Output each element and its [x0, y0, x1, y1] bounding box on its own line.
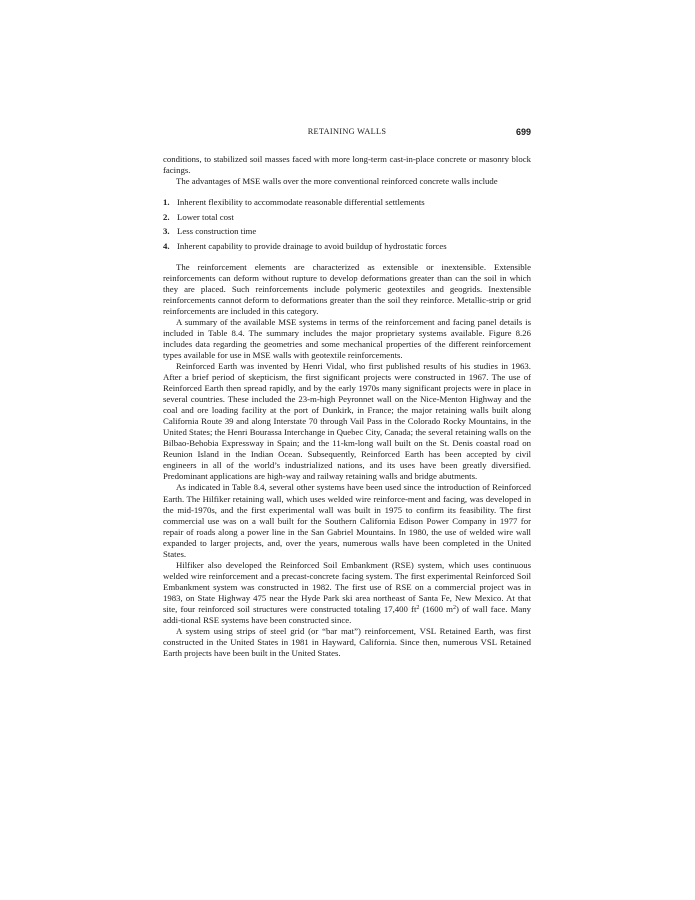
list-item	[163, 210, 531, 225]
list-item	[163, 239, 531, 254]
text-run: Hilfiker also developed the Reinforced Soil Embankment (RSE) system, which uses continuous welded wire reinforcement and a precast-concrete facing system. The first experimental Reinforced Soil Embankment system was constructed in 1982. The first use of RSE on a commercial project was in 1983, on State Highway 475 near the Hyde Park ski area northeast of Santa Fe, New Mexico. At that site, four reinforced soil structures were constructed totaling 17,400 ft	[163, 559, 531, 614]
list-number: 3.	[163, 226, 170, 237]
list-number: 1.	[163, 197, 170, 208]
page-header	[163, 125, 531, 139]
running-title: RETAINING WALLS	[307, 127, 387, 136]
list-item	[163, 195, 531, 210]
list-text: Lower total cost	[177, 211, 234, 222]
superscript: 2	[452, 604, 456, 611]
list-text: Inherent flexibility to accommodate reasonable differential settlements	[177, 197, 425, 208]
list-number: 4.	[163, 240, 170, 251]
text-run: (1600 m	[419, 603, 453, 614]
list-number: 2.	[163, 211, 170, 222]
paragraph-reinforced-earth: Reinforced Earth was invented by Henri Vidal, who first published results of his studies in 1963. After a brief period of skepticism, the first significant projects were constructed in 1967. The use of Reinforced Earth then spread rapidly, and by the early 1970s many significant projects were in place in several countries. These included the 23-m-high Peyronnet wall on the Nice-Menton Highway and the coal and ore loading facility at the port of Dunkirk, in France; the major retaining walls built along California Route 39 and along Interstate 70 through Vail Pass in the Colorado Rocky Mountains, in the United States; the Henri Bourassa Interchange in Quebec City, Canada; the several retaining walls on the Bilbao-Behobia Expressway in Spain; and the 11-km-long wall built on the St. Denis coastal road on Reunion Island in the Indian Ocean. Subsequently, Reinforced Earth has been accepted by civil engineers in all of the world’s industrialized nations, and its uses have been greatly diversified. Predominant applications are high-way and railway retaining walls and bridge abutments.	[163, 360, 531, 482]
text-run: ) of wall face. Many addi-tional RSE systems have been constructed since.	[163, 603, 531, 626]
paragraph-advantages-intro: The advantages of MSE walls over the more conventional reinforced concrete walls include	[176, 176, 498, 187]
paragraph-vsl-retained-earth: A system using strips of steel grid (or “bar mat”) reinforcement, VSL Retained Earth, was first constructed in the United States in 1981 in Hayward, California. Since then, numerous VSL Retained Earth projects have been built in the United States.	[163, 626, 531, 659]
advantages-list	[163, 195, 531, 253]
body-text	[163, 154, 531, 659]
paragraph-mse-summary: A summary of the available MSE systems in terms of the reinforcement and facing panel details is included in Table 8.4. The summary includes the major proprietary systems available. Figure 8.26 includes data regarding the geometries and some mechanical properties of the different reinforcement types available for use in MSE walls with geotextile reinforcements.	[163, 316, 531, 360]
page-number: 699	[515, 127, 531, 137]
superscript: 2	[416, 604, 420, 611]
list-item	[163, 224, 531, 239]
paragraph-reinforcement-elements: The reinforcement elements are characterized as extensible or inextensible. Extensible reinforcements can deform without rupture to develop deformations greater than can the soil in which they are placed. Such reinforcements include polymeric geotextiles and geogrids. Inextensible reinforcements cannot deform to deformations greater than the soil they reinforce. Metallic-strip or grid reinforcements are included in this category.	[163, 261, 531, 316]
paragraph-continuation: conditions, to stabilized soil masses faced with more long-term cast-in-place concrete or masonry block facings.	[163, 154, 531, 176]
paragraph-rse-system	[163, 560, 531, 626]
list-text: Less construction time	[177, 226, 257, 237]
list-text: Inherent capability to provide drainage to avoid buildup of hydrostatic forces	[177, 240, 447, 251]
paragraph-hilfiker-wall: As indicated in Table 8.4, several other systems have been used since the introduction of Reinforced Earth. The Hilfiker retaining wall, which uses welded wire reinforce-ment and facing, was developed in the mid-1970s, and the first experimental wall was built in 1975 to confirm its feasibility. The first commercial use was on a wall built for the Southern California Edison Power Company in 1977 for repair of roads along a power line in the San Gabriel Mountains. In 1980, the use of welded wire wall expanded to larger projects, and, over the years, numerous walls have been completed in the United States.	[163, 482, 531, 559]
